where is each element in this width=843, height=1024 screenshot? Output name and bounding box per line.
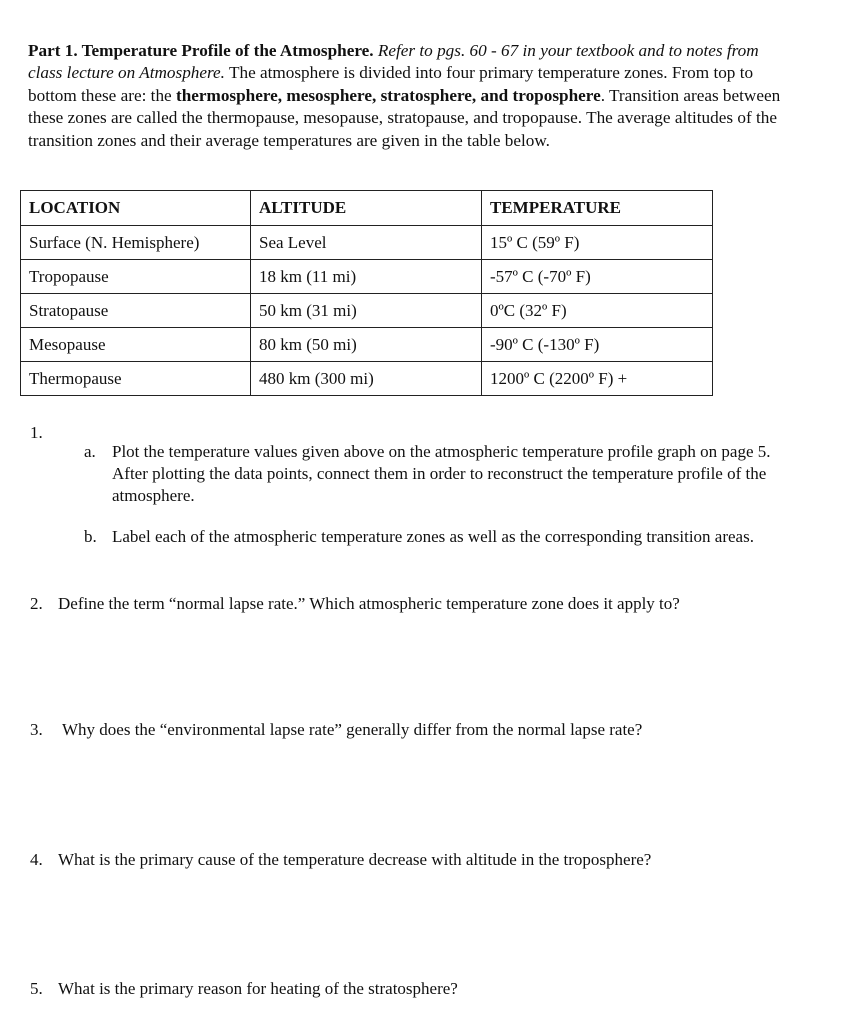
cell-location: Thermopause	[21, 362, 251, 396]
question-1b-text: Label each of the atmospheric temperature zones as well as the corresponding transition areas.	[112, 527, 754, 546]
table-row	[21, 362, 713, 396]
header-temperature: TEMPERATURE	[482, 191, 713, 226]
question-1a-label: a.	[84, 442, 96, 461]
cell-temperature: -90º C (-130º F)	[482, 328, 713, 362]
question-5-number: 5.	[30, 979, 43, 998]
question-2-text: Define the term “normal lapse rate.” Which atmospheric temperature zone does it apply to?	[58, 594, 680, 613]
cell-altitude: Sea Level	[251, 226, 482, 260]
part-title: Part 1. Temperature Profile of the Atmosphere.	[28, 41, 374, 60]
table-row	[21, 294, 713, 328]
question-1b-label: b.	[84, 527, 97, 546]
question-4-text: What is the primary cause of the temperature decrease with altitude in the troposphere?	[58, 850, 652, 869]
cell-altitude: 18 km (11 mi)	[251, 260, 482, 294]
cell-temperature: 0ºC (32º F)	[482, 294, 713, 328]
cell-location: Tropopause	[21, 260, 251, 294]
reference-text: Refer to pgs. 60 - 67 in your textbook and to notes from class lecture on Atmosphere.	[28, 41, 759, 83]
intro-text-2: . Transition areas between these zones are called the thermopause, mesopause, stratopause, and tropopause. The average altitudes of the transition zones and their average temperatures are given in the table below.	[28, 85, 781, 150]
cell-location: Mesopause	[21, 328, 251, 362]
cell-temperature: 15º C (59º F)	[482, 226, 713, 260]
question-1-number: 1.	[30, 423, 43, 442]
table-row	[21, 260, 713, 294]
question-4-number: 4.	[30, 850, 43, 869]
question-5-text: What is the primary reason for heating of the stratosphere?	[58, 979, 458, 998]
cell-temperature: 1200º C (2200º F) +	[482, 362, 713, 396]
cell-temperature: -57º C (-70º F)	[482, 260, 713, 294]
cell-altitude: 80 km (50 mi)	[251, 328, 482, 362]
temperature-table	[20, 190, 713, 396]
table-row	[21, 226, 713, 260]
cell-altitude: 480 km (300 mi)	[251, 362, 482, 396]
cell-location: Stratopause	[21, 294, 251, 328]
table-header-row	[21, 191, 713, 226]
table-row	[21, 328, 713, 362]
question-3-text: Why does the “environmental lapse rate” generally differ from the normal lapse rate?	[62, 720, 643, 739]
question-1a-text: Plot the temperature values given above on the atmospheric temperature profile graph on page 5. After plotting the data points, connect them in order to reconstruct the temperature profile of the atmosphere.	[112, 442, 771, 505]
question-2-number: 2.	[30, 594, 43, 613]
question-3-number: 3.	[30, 720, 43, 739]
header-location: LOCATION	[21, 191, 251, 226]
intro-text-1: The atmosphere is divided into four primary temperature zones. From top to bottom these are: the	[28, 63, 754, 105]
zones-bold: thermosphere, mesosphere, stratosphere, and troposphere	[175, 85, 601, 105]
cell-altitude: 50 km (31 mi)	[251, 294, 482, 328]
intro-paragraph	[28, 40, 788, 152]
header-altitude: ALTITUDE	[251, 191, 482, 226]
cell-location: Surface (N. Hemisphere)	[21, 226, 251, 260]
